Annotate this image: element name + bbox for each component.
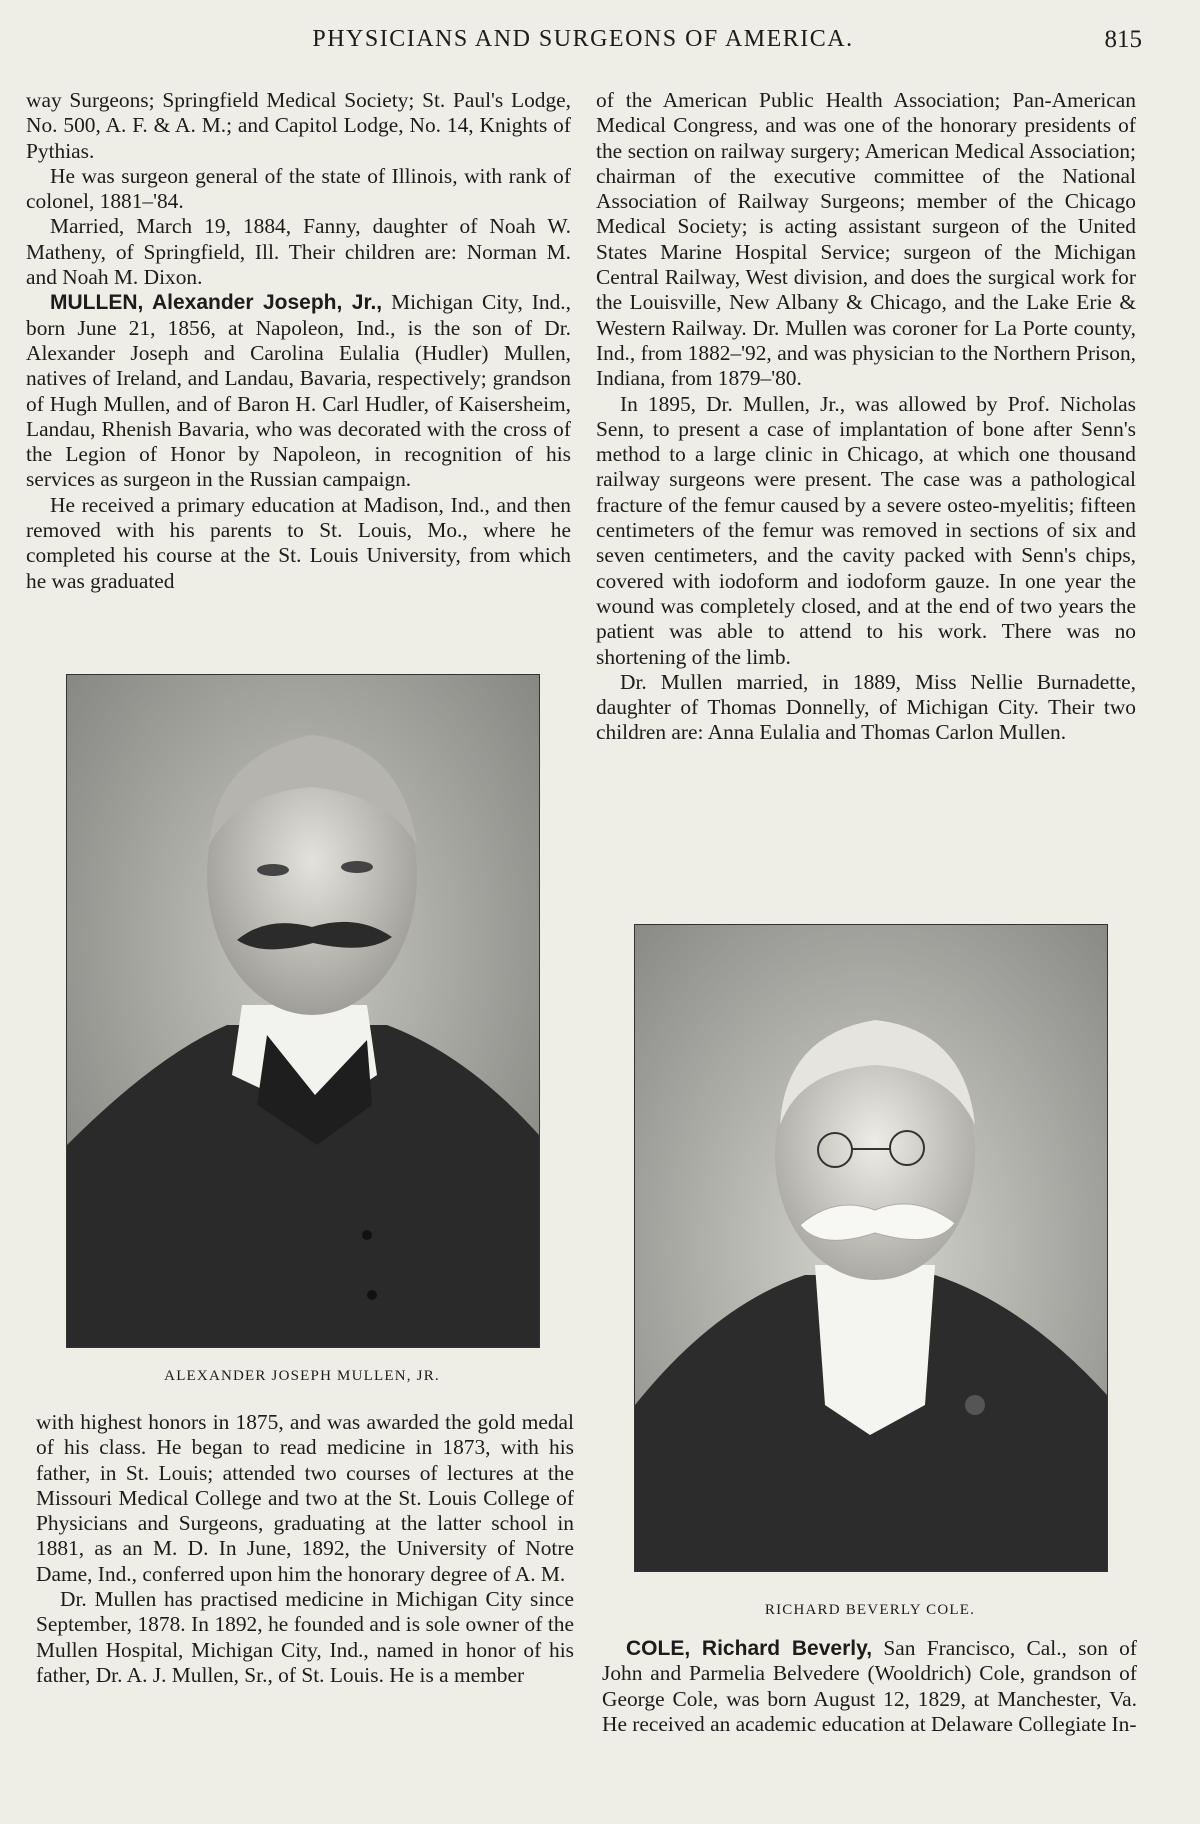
entry-text: San Francisco, Cal., son of John and Parmelia Belvedere (Wooldrich) Cole, grandson of George Cole, was born August 12, 1829, at Manchester, Va. He received an academic education at Delaware Collegiate In- [602, 1636, 1137, 1736]
entry-cole [602, 1636, 1137, 1737]
paragraph: He was surgeon general of the state of Illinois, with rank of colonel, 1881–'84. [26, 163, 571, 214]
portrait-cole-image [635, 925, 1107, 1571]
portrait-cole [634, 924, 1108, 1572]
paragraph: He received a primary education at Madison, Ind., and then removed with his parents to St. Louis, Mo., where he completed his course at the St. Louis University, from which he was graduated [26, 492, 571, 593]
entry-name-mullen: MULLEN, Alexander Joseph, Jr., [50, 291, 383, 315]
entry-text: Michigan City, Ind., born June 21, 1856, at Napoleon, Ind., is the son of Dr. Alexander Joseph and Carolina Eulalia (Hudler) Mullen, natives of Ireland, and Landau, Bavaria, respectively; grandson of Hugh Mullen, and of Baron H. Carl Hudler, of Kaisersheim, Landau, Rhenish Bavaria, who was decorated with the cross of the Legion of Honor by Napoleon, in recognition of his services as surgeon in the Russian campaign. [26, 290, 571, 492]
paragraph: Dr. Mullen has practised medicine in Michigan City since September, 1878. In 1892, he founded and is sole owner of the Mullen Hospital, Michigan City, Ind., named in honor of his father, Dr. A. J. Mullen, Sr., of St. Louis. He is a member [36, 1587, 574, 1687]
right-column-top [596, 88, 1136, 746]
page-number: 815 [1104, 26, 1142, 53]
paragraph: Dr. Mullen married, in 1889, Miss Nellie Burnadette, daughter of Thomas Donnelly, of Michigan City. Their two children are: Anna Eulalia and Thomas Carlon Mullen. [596, 669, 1136, 745]
paragraph: In 1895, Dr. Mullen, Jr., was allowed by Prof. Nicholas Senn, to present a case of implantation of bone after Senn's method to a large clinic in Chicago, at which one thousand railway surgeons were present. The case was a pathological fracture of the femur caused by a severe osteo-myelitis; fifteen centimeters of the femur was removed in sections of six and seven centimeters, and the cavity packed with Senn's chips, covered with iodoform and iodoform gauze. In one year the wound was completely closed, and at the end of two years the patient was able to attend to his work. There was no shortening of the limb. [596, 391, 1136, 669]
caption-mullen: ALEXANDER JOSEPH MULLEN, JR. [164, 1368, 440, 1384]
paragraph: Married, March 19, 1884, Fanny, daughter of Noah W. Matheny, of Springfield, Ill. Their children are: Norman M. and Noah M. Dixon. [26, 214, 571, 290]
right-column-bottom [602, 1636, 1137, 1737]
caption-cole: RICHARD BEVERLY COLE. [764, 1602, 976, 1618]
left-column-top [26, 88, 571, 594]
portrait-mullen-image [67, 675, 539, 1347]
paragraph: of the American Public Health Association; Pan-American Medical Congress, and was one of the honorary presidents of the section on railway surgery; American Medical Association; chairman of the executive committee of the National Association of Railway Surgeons; member of the Chicago Medical Society; is acting assistant surgeon of the United States Marine Hospital Service; surgeon of the Michigan Central Railway, West division, and does the surgical work for the Louisville, New Albany & Chicago, and the Lake Erie & Western Railway. Dr. Mullen was coroner for La Porte county, Ind., from 1882–'92, and was physician to the Northern Prison, Indiana, from 1879–'80. [596, 88, 1136, 391]
paragraph: with highest honors in 1875, and was awarded the gold medal of his class. He began to read medicine in 1873, with his father, in St. Louis; attended two courses of lectures at the Missouri Medical College and two at the St. Louis College of Physicians and Surgeons, graduating at the latter school in 1881, as an M. D. In June, 1892, the University of Notre Dame, Ind., conferred upon him the honorary degree of A. M. [36, 1410, 574, 1586]
running-header [26, 26, 1140, 62]
entry-mullen [26, 290, 571, 492]
paragraph: way Surgeons; Springfield Medical Society; St. Paul's Lodge, No. 500, A. F. & A. M.; and Capitol Lodge, No. 14, Knights of Pythias. [26, 88, 571, 163]
portrait-mullen [66, 674, 540, 1348]
left-column-bottom [36, 1410, 574, 1688]
entry-name-cole: COLE, Richard Beverly, [626, 1637, 873, 1660]
running-title: PHYSICIANS AND SURGEONS OF AMERICA. [312, 26, 854, 52]
